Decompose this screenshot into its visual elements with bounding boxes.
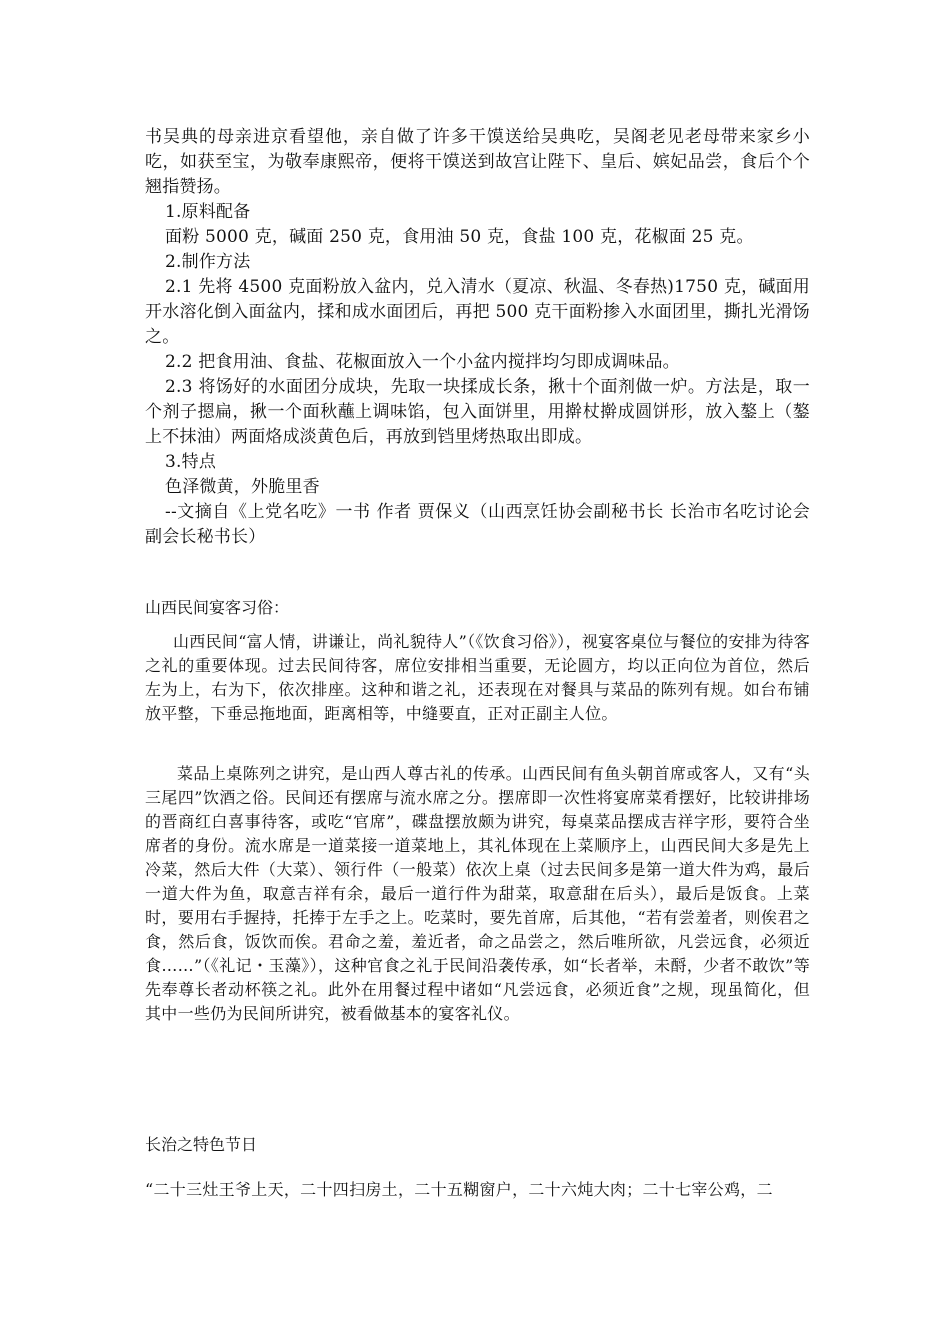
method-step-3: 2.3 将饧好的水面团分成块，先取一块揉成长条，揪十个面剂做一炉。方法是，取一个剂子摁扁，揪一个面秋蘸上调味馅，包入面饼里，用擀杖擀成圆饼形，放入鏊上（鏊上不抹油）两面烙成淡黄色后，再放到铛里烤热取出即成。 xyxy=(145,377,810,447)
method-step-1: 2.1 先将 4500 克面粉放入盆内，兑入清水（夏凉、秋温、冬春热)1750 克，碱面用开水溶化倒入面盆内，揉和成水面团后，再把 500 克干面粉掺入水面团里，撕扎光滑饧之。 xyxy=(145,277,810,347)
features-heading: 3.特点 xyxy=(165,452,217,472)
source-citation: --文摘自《上党名吃》一书 作者 贾保义（山西烹饪协会副秘书长 长治市名吃讨论会副会长秘书长） xyxy=(145,502,810,547)
section-title-festivals: 长治之特色节日 xyxy=(145,1135,258,1154)
intro-paragraph: 书吴典的母亲进京看望他，亲自做了许多干馍送给吴典吃，吴阁老见老母带来家乡小吃，如获至宝，为敬奉康熙帝，便将干馍送到故宫让陛下、皇后、嫔妃品尝，食后个个翘指赞扬。 xyxy=(145,127,810,197)
banquet-paragraph-1: 山西民间“富人情，讲谦让，尚礼貌待人”（《饮食习俗》），视宴客桌位与餐位的安排为待客之礼的重要体现。过去民间待客，席位安排相当重要，无论圆方，均以正向位为首位，然后左为上，右为下，依次排座。这种和谐之礼，还表现在对餐具与菜品的陈列有规。如台布铺放平整，下垂忌拖地面，距离相等，中缝要直，正对正副主人位。 xyxy=(145,632,810,723)
recipe-section xyxy=(145,125,810,550)
ingredients-list: 面粉 5000 克，碱面 250 克，食用油 50 克，食盐 100 克，花椒面 25 克。 xyxy=(165,227,754,247)
festival-paragraph-1: “二十三灶王爷上天，二十四扫房土，二十五糊窗户，二十六炖大肉；二十七宰公鸡，二 xyxy=(145,1180,773,1199)
method-step-2: 2.2 把食用油、食盐、花椒面放入一个小盆内搅拌均匀即成调味品。 xyxy=(165,352,680,372)
section-title-banquet: 山西民间宴客习俗： xyxy=(145,598,290,617)
method-heading: 2.制作方法 xyxy=(165,252,251,272)
features-text: 色泽微黄，外脆里香 xyxy=(165,477,320,497)
banquet-paragraph-2: 菜品上桌陈列之讲究，是山西人尊古礼的传承。山西民间有鱼头朝首席或客人，又有“头三尾四”饮酒之俗。民间还有摆席与流水席之分。摆席即一次性将宴席菜肴摆好，比较讲排场的晋商红白喜事待客，或吃“官席”，碟盘摆放颇为讲究，每桌菜品摆成吉祥字形，要符合坐席者的身份。流水席是一道菜接一道菜地上，其礼体现在上菜顺序上，山西民间大多是先上冷菜，然后大件（大菜）、领行件（一般菜）依次上桌（过去民间多是第一道大件为鸡，最后一道大件为鱼，取意吉祥有余，最后一道行件为甜菜，取意甜在后头），最后是饭食。上菜时，要用右手握持，托捧于左手之上。吃菜时，要先首席，后其他，“若有尝羞者，则俟君之食，然后食，饭饮而俟。君命之羞，羞近者，命之品尝之，然后唯所欲，凡尝远食，必须近食……”（《礼记・玉藻》），这种官食之礼于民间沿袭传承，如“长者举，未酹，少者不敢饮”等先奉尊长者动杯筷之礼。此外在用餐过程中诸如“凡尝远食，必须近食”之规，现虽简化，但其中一些仍为民间所讲究，被看做基本的宴客礼仪。 xyxy=(145,764,810,1023)
ingredients-heading: 1.原料配备 xyxy=(165,202,251,222)
